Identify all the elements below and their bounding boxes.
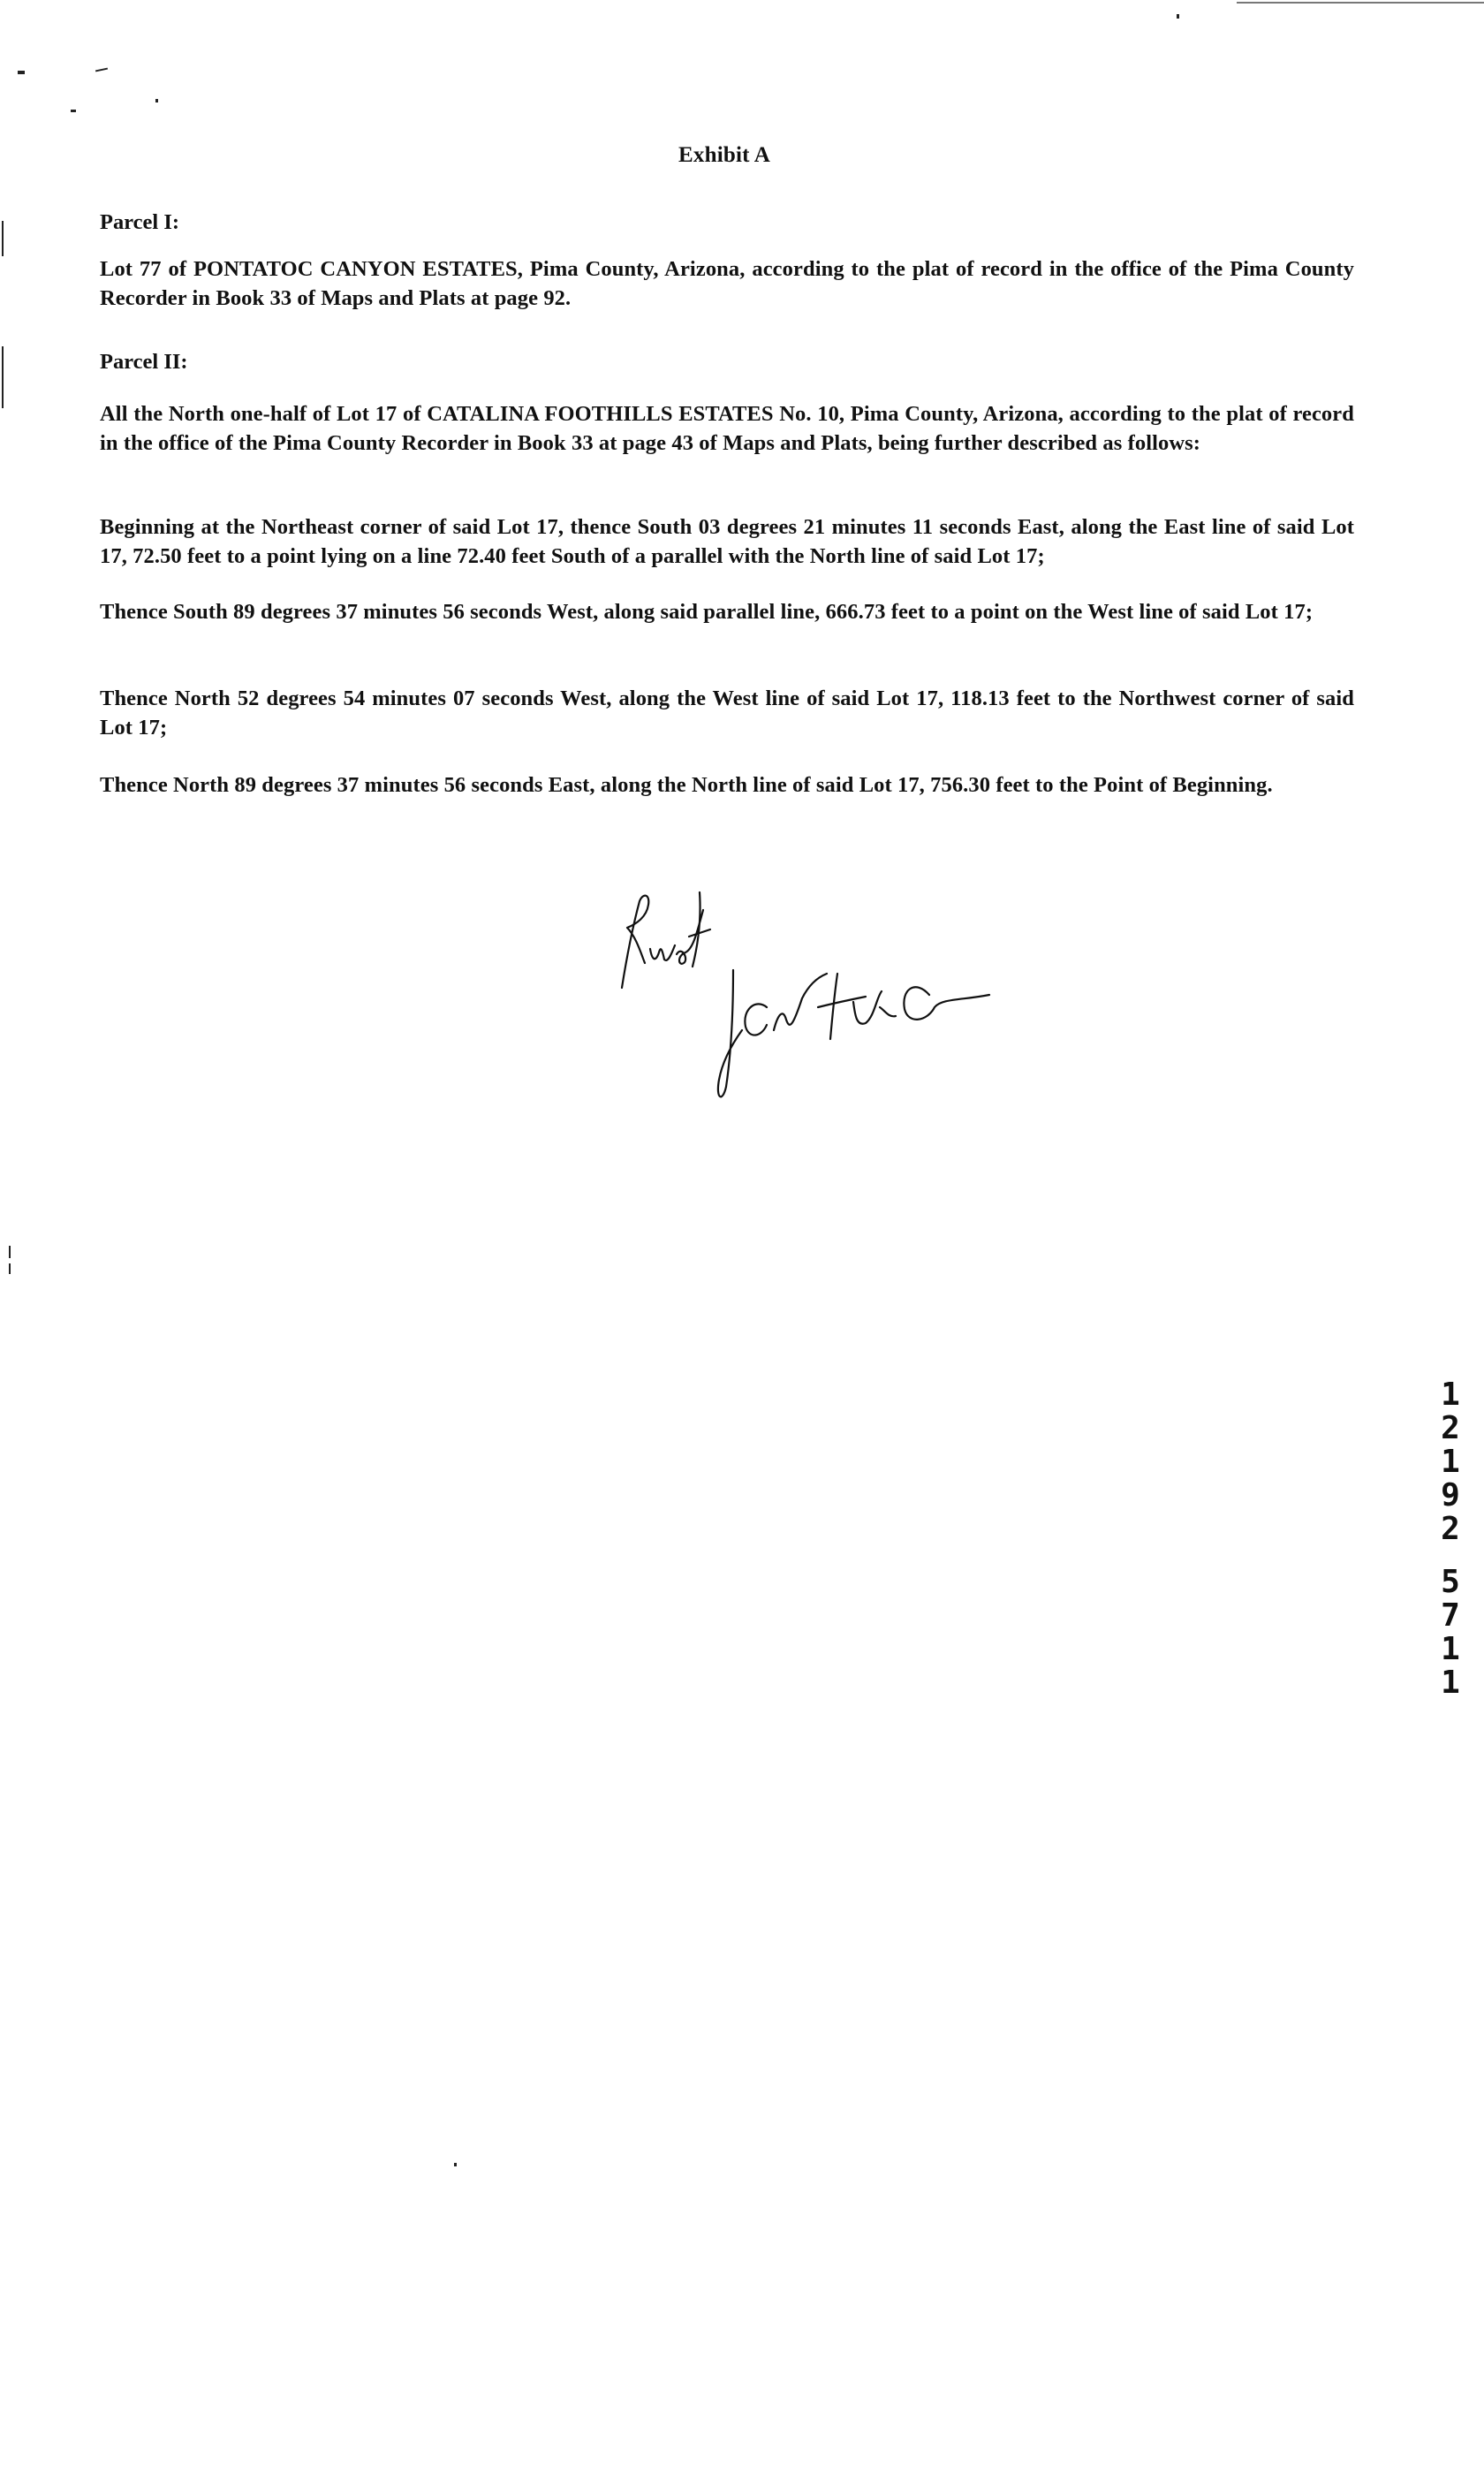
recording-digit: 1: [1441, 1631, 1460, 1667]
parcel-2-heading: Parcel II:: [100, 350, 188, 374]
recording-number: [1433, 1378, 1468, 1700]
recording-digit: 9: [1441, 1477, 1460, 1513]
course-north-west: Thence North 52 degrees 54 minutes 07 seconds West, along the West line of said Lot 17, 118.13 feet to the Northwest corner of said Lot 17;: [100, 686, 1354, 740]
recording-digit: 5: [1441, 1564, 1460, 1600]
parcel-2-intro: All the North one-half of Lot 17 of CATALINA FOOTHILLS ESTATES No. 10, Pima County, Arizona, according to the plat of record in the office of the Pima County Recorder in Book 33 at page 43 of Maps and Plats, being further described as follows:: [100, 402, 1354, 455]
scan-speck: [18, 71, 25, 74]
scan-edge-line: [1237, 2, 1484, 4]
recording-digit: 1: [1441, 1444, 1460, 1480]
scan-speck: [71, 110, 76, 112]
recording-digit: 2: [1441, 1410, 1460, 1446]
scan-speck: [95, 68, 108, 72]
scan-speck: [155, 99, 158, 102]
recording-digit: 2: [1441, 1511, 1460, 1547]
recording-gap: [1433, 1546, 1468, 1566]
parcel-1-description: Lot 77 of PONTATOC CANYON ESTATES, Pima County, Arizona, according to the plat of record in the office of the Pima County Recorder in Book 33 of Maps and Plats at page 92.: [100, 257, 1354, 310]
margin-line: [2, 221, 4, 256]
handwritten-initials: [601, 875, 1042, 1131]
margin-line: [9, 1263, 11, 1274]
course-south-west: Thence South 89 degrees 37 minutes 56 seconds West, along said parallel line, 666.73 feet to a point on the West line of said Lot 17;: [100, 600, 1314, 624]
course-beginning: Beginning at the Northeast corner of said Lot 17, thence South 03 degrees 21 minutes 11 seconds East, along the East line of said Lot 17, 72.50 feet to a point lying on a line 72.40 feet South of a parallel with the North line of said Lot 17;: [100, 515, 1354, 568]
recording-digit: 1: [1441, 1377, 1460, 1413]
parcel-1-heading: Parcel I:: [100, 210, 180, 234]
scan-speck: [1177, 14, 1179, 19]
recording-digit: 7: [1441, 1597, 1460, 1634]
margin-line: [2, 346, 4, 408]
course-north-east: Thence North 89 degrees 37 minutes 56 seconds East, along the North line of said Lot 17, 756.30 feet to the Point of Beginning.: [100, 773, 1273, 797]
recording-digit: 1: [1441, 1665, 1460, 1701]
exhibit-title: Exhibit A: [678, 143, 770, 167]
scan-speck: [454, 2163, 457, 2166]
margin-line: [9, 1246, 11, 1258]
